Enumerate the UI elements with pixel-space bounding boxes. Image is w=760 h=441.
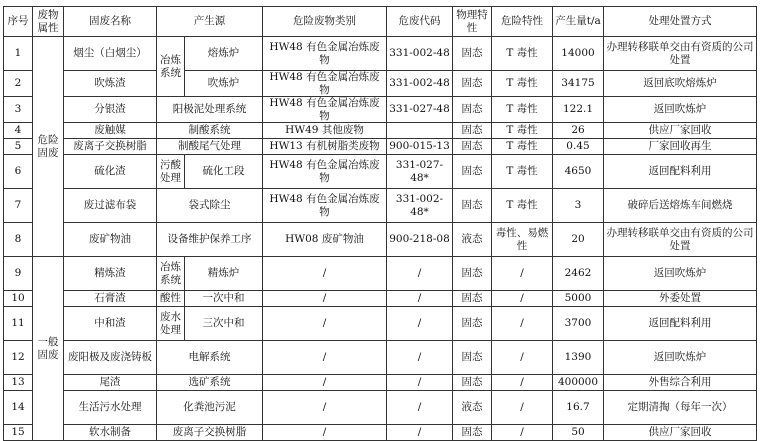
group-hazardous: 危险固废	[33, 37, 64, 257]
cell-code: /	[387, 341, 453, 375]
cell-category: HW49 其他废物	[263, 123, 387, 139]
cell-source: 阳极泥处理系统	[157, 97, 263, 123]
table-row	[4, 425, 757, 441]
header-code: 危废代码	[387, 7, 453, 37]
cell-source-b: 吹炼炉	[185, 71, 263, 97]
cell-seq: 2	[4, 71, 33, 97]
cell-physical: 固态	[453, 123, 492, 139]
cell-disposal: 返回底吹熔炼炉	[604, 71, 757, 97]
table-row	[4, 155, 757, 189]
cell-seq: 5	[4, 139, 33, 155]
cell-name: 吹炼渣	[64, 71, 157, 97]
cell-name: 尾渣	[64, 375, 157, 391]
header-output: 产生量t/a	[553, 7, 604, 37]
cell-source-b: 三次中和	[185, 307, 263, 341]
cell-disposal: 供应厂家回收	[604, 123, 757, 139]
cell-source: 选矿系统	[157, 375, 263, 391]
cell-name: 生活污水处理	[64, 391, 157, 425]
cell-disposal: 办理转移联单交由有资质的公司处置	[604, 37, 757, 71]
cell-output: 16.7	[553, 391, 604, 425]
cell-hazard: T 毒性	[492, 71, 553, 97]
cell-seq: 1	[4, 37, 33, 71]
table-row	[4, 223, 757, 257]
cell-seq: 11	[4, 307, 33, 341]
table-row	[4, 97, 757, 123]
table-row	[4, 341, 757, 375]
cell-hazard: T 毒性	[492, 155, 553, 189]
cell-seq: 8	[4, 223, 33, 257]
cell-hazard: T 毒性	[492, 189, 553, 223]
cell-output: 26	[553, 123, 604, 139]
cell-seq: 10	[4, 291, 33, 307]
cell-source-b: 一次中和	[185, 291, 263, 307]
cell-seq: 4	[4, 123, 33, 139]
cell-code: /	[387, 307, 453, 341]
cell-code: /	[387, 425, 453, 441]
header-name: 固废名称	[64, 7, 157, 37]
cell-output: 14000	[553, 37, 604, 71]
cell-hazard: /	[492, 391, 553, 425]
hazardous-waste-table	[3, 6, 757, 441]
cell-disposal: 外售综合利用	[604, 375, 757, 391]
cell-output: 3700	[553, 307, 604, 341]
cell-code: 331-002-48*	[387, 189, 453, 223]
cell-output: 122.1	[553, 97, 604, 123]
cell-name: 烟尘（白烟尘）	[64, 37, 157, 71]
cell-name: 废触媒	[64, 123, 157, 139]
cell-hazard: /	[492, 291, 553, 307]
cell-category: /	[263, 307, 387, 341]
cell-output: 0.45	[553, 139, 604, 155]
table-row	[4, 123, 757, 139]
table-row	[4, 375, 757, 391]
cell-source-a: 废水处理	[157, 307, 185, 341]
cell-source-a: 污酸处理	[157, 155, 185, 189]
cell-output: 5000	[553, 291, 604, 307]
cell-disposal: 供应厂家回收	[604, 425, 757, 441]
cell-output: 20	[553, 223, 604, 257]
cell-physical: 固态	[453, 291, 492, 307]
cell-code: /	[387, 375, 453, 391]
cell-seq: 14	[4, 391, 33, 425]
cell-physical: 固态	[453, 139, 492, 155]
cell-source-b: 熔炼炉	[185, 37, 263, 71]
cell-output: 50	[553, 425, 604, 441]
cell-hazard: 毒性、易燃性	[492, 223, 553, 257]
header-row	[4, 7, 757, 37]
cell-hazard: T 毒性	[492, 97, 553, 123]
cell-hazard: T 毒性	[492, 139, 553, 155]
table-row	[4, 291, 757, 307]
cell-category: HW13 有机树脂类废物	[263, 139, 387, 155]
cell-hazard: /	[492, 375, 553, 391]
cell-source: 制酸系统	[157, 123, 263, 139]
cell-category: HW48 有色金属冶炼废物	[263, 37, 387, 71]
header-physical: 物理特性	[453, 7, 492, 37]
cell-physical: 固态	[453, 341, 492, 375]
cell-physical: 固态	[453, 37, 492, 71]
cell-source: 废离子交换树脂	[157, 425, 263, 441]
cell-disposal: 返回吹炼炉	[604, 97, 757, 123]
cell-physical: 固态	[453, 71, 492, 97]
cell-category: /	[263, 257, 387, 291]
header-disposal: 处理处置方式	[604, 7, 757, 37]
cell-name: 废过滤布袋	[64, 189, 157, 223]
cell-physical: 固态	[453, 307, 492, 341]
cell-source: 电解系统	[157, 341, 263, 375]
cell-category: HW08 废矿物油	[263, 223, 387, 257]
cell-name: 中和渣	[64, 307, 157, 341]
cell-category: /	[263, 375, 387, 391]
cell-physical: 固态	[453, 257, 492, 291]
table-row	[4, 307, 757, 341]
cell-name: 废矿物油	[64, 223, 157, 257]
table-row	[4, 139, 757, 155]
cell-seq: 13	[4, 375, 33, 391]
cell-code: /	[387, 291, 453, 307]
cell-hazard: /	[492, 307, 553, 341]
cell-hazard: /	[492, 425, 553, 441]
cell-code: 900-218-08	[387, 223, 453, 257]
cell-category: HW48 有色金属冶炼废物	[263, 155, 387, 189]
cell-category: HW48 有色金属冶炼废物	[263, 97, 387, 123]
cell-seq: 15	[4, 425, 33, 441]
cell-seq: 9	[4, 257, 33, 291]
cell-disposal: 厂家回收再生	[604, 139, 757, 155]
cell-name: 废离子交换树脂	[64, 139, 157, 155]
cell-code: 900-015-13	[387, 139, 453, 155]
cell-physical: 固态	[453, 155, 492, 189]
cell-source: 袋式除尘	[157, 189, 263, 223]
cell-output: 1390	[553, 341, 604, 375]
cell-code: /	[387, 257, 453, 291]
header-source: 产生源	[157, 7, 263, 37]
cell-source-b: 硫化工段	[185, 155, 263, 189]
cell-source-a: 酸性	[157, 291, 185, 307]
table-row	[4, 257, 757, 291]
cell-source-a: 冶炼系统	[157, 37, 185, 97]
cell-category: HW48 有色金属冶炼废物	[263, 71, 387, 97]
header-category: 危险废物类别	[263, 7, 387, 37]
cell-output: 34175	[553, 71, 604, 97]
cell-disposal: 办理转移联单交由有资质的公司处置	[604, 223, 757, 257]
cell-name: 硫化渣	[64, 155, 157, 189]
cell-output: 2462	[553, 257, 604, 291]
cell-source: 设备维护保养工序	[157, 223, 263, 257]
cell-code: 331-027-48*	[387, 155, 453, 189]
cell-output: 4650	[553, 155, 604, 189]
cell-category: /	[263, 391, 387, 425]
cell-seq: 6	[4, 155, 33, 189]
cell-source: 制酸尾气处理	[157, 139, 263, 155]
cell-category: HW48 有色金属冶炼废物	[263, 189, 387, 223]
cell-physical: 固态	[453, 375, 492, 391]
cell-category: /	[263, 425, 387, 441]
cell-source-a: 冶炼系统	[157, 257, 185, 291]
cell-physical: 固态	[453, 97, 492, 123]
cell-output: 3	[553, 189, 604, 223]
group-general: 一般固废	[33, 257, 64, 441]
cell-seq: 7	[4, 189, 33, 223]
cell-disposal: 破碎后送熔炼车间燃烧	[604, 189, 757, 223]
cell-name: 废阳极及废浇铸板	[64, 341, 157, 375]
header-seq: 序号	[4, 7, 33, 37]
cell-code: /	[387, 391, 453, 425]
cell-hazard: T 毒性	[492, 37, 553, 71]
cell-hazard: T 毒性	[492, 123, 553, 139]
header-hazard: 危险特性	[492, 7, 553, 37]
cell-category: /	[263, 341, 387, 375]
cell-name: 分银渣	[64, 97, 157, 123]
cell-source-b: 精炼炉	[185, 257, 263, 291]
cell-code	[387, 123, 453, 139]
cell-hazard: /	[492, 257, 553, 291]
cell-disposal: 外委处置	[604, 291, 757, 307]
cell-code: 331-027-48	[387, 97, 453, 123]
cell-name: 精炼渣	[64, 257, 157, 291]
cell-physical: 液态	[453, 223, 492, 257]
cell-disposal: 返回配料利用	[604, 307, 757, 341]
cell-physical: 液态	[453, 391, 492, 425]
cell-hazard: /	[492, 341, 553, 375]
cell-source: 化粪池污泥	[157, 391, 263, 425]
cell-physical: 固态	[453, 189, 492, 223]
cell-code: 331-002-48	[387, 37, 453, 71]
cell-name: 软水制备	[64, 425, 157, 441]
cell-code: 331-002-48	[387, 71, 453, 97]
cell-disposal: 返回配料利用	[604, 155, 757, 189]
cell-physical: 固态	[453, 425, 492, 441]
cell-category: /	[263, 291, 387, 307]
header-attr: 废物属性	[33, 7, 64, 37]
cell-name: 石膏渣	[64, 291, 157, 307]
cell-output: 400000	[553, 375, 604, 391]
table-row	[4, 37, 757, 71]
cell-disposal: 返回吹炼炉	[604, 257, 757, 291]
cell-seq: 12	[4, 341, 33, 375]
cell-disposal: 返回吹炼炉	[604, 341, 757, 375]
table-row	[4, 189, 757, 223]
cell-disposal: 定期清掏（每年一次）	[604, 391, 757, 425]
table-row	[4, 391, 757, 425]
table-row	[4, 71, 757, 97]
cell-seq: 3	[4, 97, 33, 123]
